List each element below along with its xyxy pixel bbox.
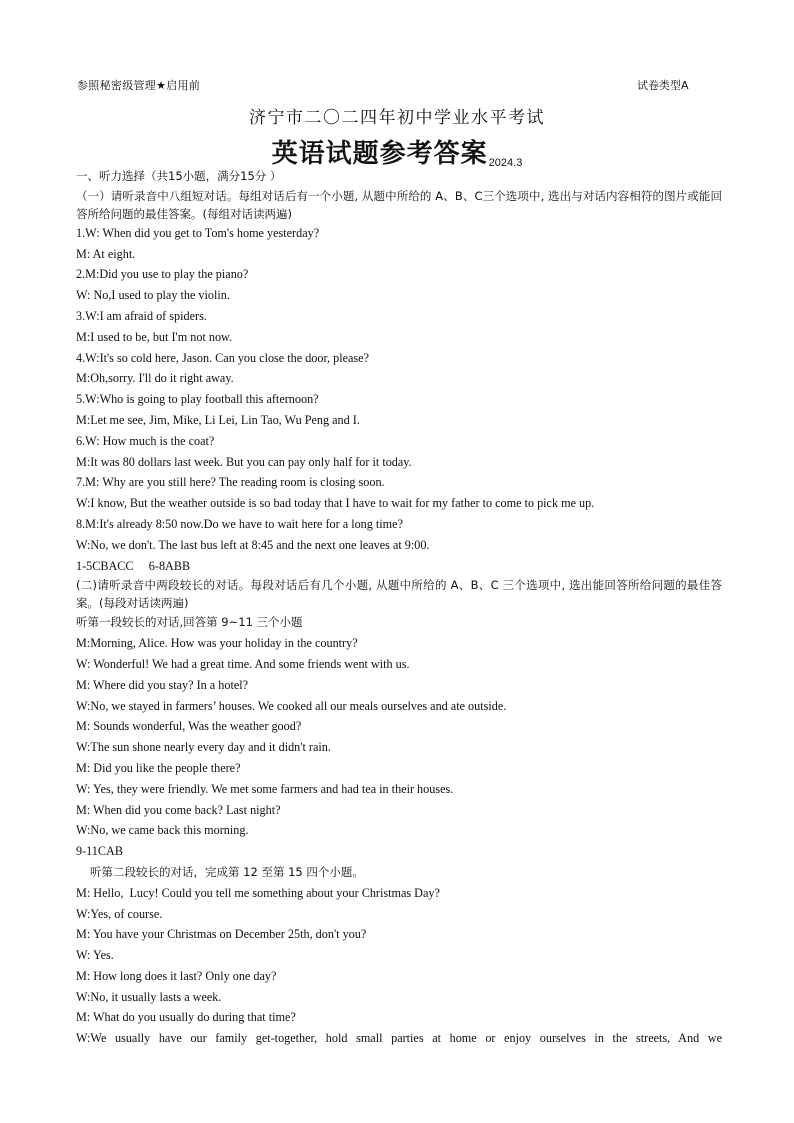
dialogue-line: W: No,I used to play the violin.: [76, 288, 230, 303]
paper-type-label: 试卷类型A: [637, 79, 689, 92]
dialogue-line: M: You have your Christmas on December 25th, don't you?: [76, 927, 367, 942]
dialogue-line: W:No, it usually lasts a week.: [76, 989, 222, 1004]
dialogue-line: W:Yes, of course.: [76, 906, 163, 921]
dialogue1-intro: 听第一段较长的对话,回答第 9~11 三个小题: [76, 615, 303, 630]
dialogue-line: M: Hello, Lucy! Could you tell me something about your Christmas Day?: [76, 885, 440, 900]
dialogue-line: W:No, we don't. The last bus left at 8:45 and the next one leaves at 9:00.: [76, 537, 430, 552]
part1-answers: 1-5CBACC 6-8ABB: [76, 558, 191, 573]
dialogue2-intro: 听第二段较长的对话，完成第 12 至第 15 四个小题。: [90, 864, 364, 879]
dialogue2-lines: [76, 883, 722, 1049]
dialogue-line: M: When did you come back? Last night?: [76, 802, 281, 817]
dialogue1-answers: 9-11CAB: [76, 844, 123, 859]
dialogue-line: M: Where did you stay? In a hotel?: [76, 677, 249, 692]
dialogue-line: M: Sounds wonderful, Was the weather good?: [76, 719, 302, 734]
dialogue-line: M: What do you usually do during that time?: [76, 1010, 296, 1025]
part1-dialogues: [76, 223, 722, 556]
dialogue-line: W:No, we stayed in farmers’ houses. We cooked all our meals ourselves and ate outside.: [76, 698, 507, 713]
dialogue-line: M:I used to be, but I'm not now.: [76, 329, 233, 344]
part1-instructions: （一）请听录音中八组短对话。每组对话后有一个小题, 从题中所给的 A、B、C三个选项中, 选出与对话内容相符的图片或能回答所给问题的最佳答案。(每组对话读两遍): [76, 188, 722, 221]
dialogue-line: 4.W:It's so cold here, Jason. Can you close the door, please?: [76, 350, 369, 365]
part2-instructions: (二)请听录音中两段较长的对话。每段对话后有几个小题, 从题中所给的 A、B、C 三个选项中, 选出能回答所给问题的最佳答案。(每段对话读两遍): [76, 578, 722, 611]
dialogue-line: W:We usually have our family get-together, hold small parties at home or enjoy ourselves in the streets, And we: [76, 1031, 722, 1046]
dialogue-line: W: Yes.: [76, 948, 114, 963]
dialogue-line: 3.W:I am afraid of spiders.: [76, 308, 207, 323]
dialogue-line: M:Morning, Alice. How was your holiday in the country?: [76, 636, 358, 651]
dialogue-line: W: Yes, they were friendly. We met some farmers and had tea in their houses.: [76, 781, 454, 796]
dialogue-line: 1.W: When did you get to Tom's home yesterday?: [76, 225, 320, 240]
exam-title: 济宁市二〇二四年初中学业水平考试: [249, 108, 545, 128]
dialogue1-lines: [76, 633, 722, 841]
dialogue-line: W: Wonderful! We had a great time. And some friends went with us.: [76, 656, 410, 671]
main-title-row: [0, 133, 794, 170]
main-title: 英语试题参考答案: [271, 139, 488, 169]
answer-content: [76, 166, 722, 1049]
dialogue-line: M:It was 80 dollars last week. But you can pay only half for it today.: [76, 454, 412, 469]
dialogue-line: W:No, we came back this morning.: [76, 823, 249, 838]
date-label: 2024.3: [488, 157, 523, 169]
dialogue-line: W:The sun shone nearly every day and it didn't rain.: [76, 740, 331, 755]
dialogue-line: 8.M:It's already 8:50 now.Do we have to wait here for a long time?: [76, 516, 403, 531]
dialogue-line: 7.M: Why are you still here? The reading room is closing soon.: [76, 475, 385, 490]
dialogue-line: M:Oh,sorry. I'll do it right away.: [76, 371, 234, 386]
dialogue-line: M: At eight.: [76, 246, 136, 261]
dialogue-line: M: How long does it last? Only one day?: [76, 968, 277, 983]
dialogue-line: 5.W:Who is going to play football this afternoon?: [76, 392, 319, 407]
dialogue-line: M: Did you like the people there?: [76, 760, 241, 775]
section-heading: 一、听力选择（共15小题，满分15分 ）: [76, 169, 282, 183]
dialogue-line: M:Let me see, Jim, Mike, Li Lei, Lin Tao, Wu Peng and I.: [76, 412, 360, 427]
confidentiality-label: 参照秘密级管理★启用前: [77, 79, 201, 92]
dialogue-line: 6.W: How much is the coat?: [76, 433, 215, 448]
dialogue-line: W:I know, But the weather outside is so bad today that I have to wait for my father to come to pick me up.: [76, 496, 595, 511]
dialogue-line: 2.M:Did you use to play the piano?: [76, 267, 249, 282]
